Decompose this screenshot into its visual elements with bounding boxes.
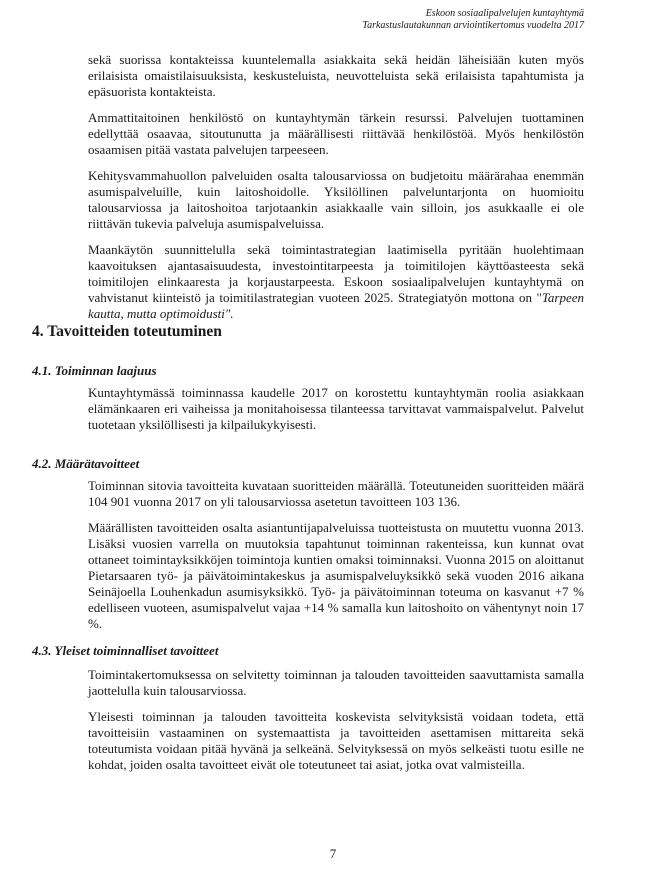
paragraph-text: Maankäytön suunnittelulla sekä toimintastrategian laatimisella pyritään huolehtimaan kaavoituksen ajantasaisuudesta, investointitarpeesta ja toimitilojen käyttöasteesta sekä toimitilojen elinkaaresta ja korjaustarpeesta. Eskoon sosiaalipalvelujen kuntayhtymä on vahvistanut kiinteistö ja toimitilastrategian vuoteen 2025. Strategiatyön mottona on " bbox=[88, 242, 584, 305]
header-organization: Eskoon sosiaalipalvelujen kuntayhtymä bbox=[425, 8, 584, 19]
running-header bbox=[362, 8, 584, 32]
paragraph: Määrällisten tavoitteiden osalta asiantuntijapalveluissa tuotteistusta on muutettu vuonna 2013. Lisäksi vuosien varrella on muutoksia tapahtunut toiminnan rakenteissa, kun kunnat ovat ottaneet toimintayksikköjen toimintoja kuntien omaksi toiminnaksi. Vuonna 2015 on aloittanut Pietarsaaren työ- ja päivätoimintakeskus ja asumispalveluyksikkö sekä vuoden 2016 aikana Seinäjoella Louhenkadun asumisyksikkö. Työ- ja päivätoiminnan toteuma on kasvanut +7 % edelliseen vuoteen, asumispalvelut vajaa +14 % samalla kun laitoshoito on vähentynyt noin 17 %. bbox=[88, 520, 584, 631]
paragraph: Toimintakertomuksessa on selvitetty toiminnan ja talouden tavoitteiden saavuttamista samalla jaottelulla kuin talousarviossa. bbox=[88, 667, 584, 698]
paragraph: Kuntayhtymässä toiminnassa kaudelle 2017 on korostettu kuntayhtymän roolia asiakkaan elämänkaaren eri vaiheissa ja monitahoisessa tilanteessa tarvittavat vammaispalvelut. Palvelut tuotetaan yksilöllisesti ja kilpailukykyisesti. bbox=[88, 385, 584, 432]
subsection-heading-4-2: 4.2. Määrätavoitteet bbox=[32, 456, 140, 471]
strategy-motto: Tarpeen kautta, mutta optimoidusti". bbox=[88, 290, 584, 321]
subsection-4-1-body bbox=[88, 385, 584, 443]
subsection-4-3-body bbox=[88, 667, 584, 783]
paragraph: Toiminnan sitovia tavoitteita kuvataan suoritteiden määrällä. Toteutuneiden suoritteiden määrä 104 901 vuonna 2017 on yli talousarviossa asetetun tavoitteen 103 136. bbox=[88, 478, 584, 509]
subsection-heading-4-3: 4.3. Yleiset toiminnalliset tavoitteet bbox=[32, 643, 219, 658]
subsection-4-2-body bbox=[88, 478, 584, 642]
section-heading: 4. Tavoitteiden toteutuminen bbox=[32, 323, 222, 340]
paragraph bbox=[88, 242, 584, 322]
header-report-title: Tarkastuslautakunnan arviointikertomus vuodelta 2017 bbox=[362, 20, 584, 31]
subsection-heading-4-1: 4.1. Toiminnan laajuus bbox=[32, 363, 157, 378]
paragraph: sekä suorissa kontakteissa kuuntelemalla asiakkaita sekä heidän läheisiään kuten myös erilaisista omaistilaisuuksista, keskusteluista, neuvotteluista sekä erilaisista tapahtumista ja epäsuorista kontakteista. bbox=[88, 52, 584, 99]
intro-text bbox=[88, 52, 584, 332]
paragraph: Yleisesti toiminnan ja talouden tavoitteita koskevista selvityksistä voidaan todeta, että tavoitteisiin vastaaminen on systemaattista ja tavoitteiden asettamisen mittareita sekä toteutumista voidaan pitää hyvänä ja selkeänä. Selvityksessä on myös selkeästi tuotu esille ne kohdat, joiden osalta tavoitteet eivät ole toteutuneet tai asiat, jotka ovat valmisteilla. bbox=[88, 709, 584, 772]
paragraph: Ammattitaitoinen henkilöstö on kuntayhtymän tärkein resurssi. Palvelujen tuottaminen edellyttää osaavaa, sitoutunutta ja määrällisesti riittävää henkilöstöä. Myös henkilöstön osaamisen pitää vastata palvelujen tarpeeseen. bbox=[88, 110, 584, 157]
paragraph: Kehitysvammahuollon palveluiden osalta talousarviossa on budjetoitu määrärahaa enemmän asumispalveluille, kuin laitoshoidolle. Yksilöllinen palveluntarjonta on huomioitu talousarviossa ja laitoshoitoa tarjotaankin asiakkaalle vain silloin, jos asukkaalle ei ole riittävän tukevia palveluja asumispalveluissa. bbox=[88, 168, 584, 231]
page-number: 7 bbox=[329, 846, 337, 861]
